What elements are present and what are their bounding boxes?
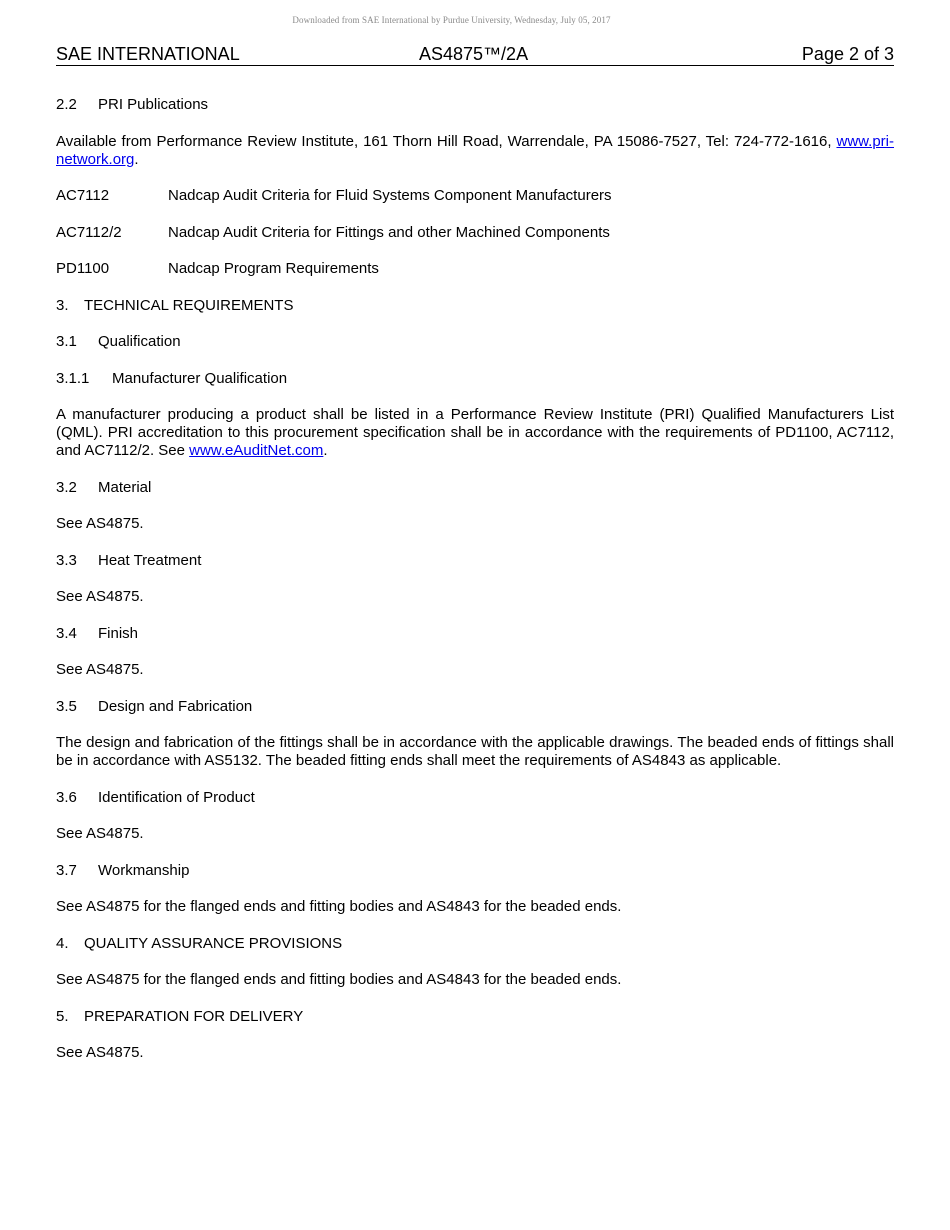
section-3-heading — [56, 297, 894, 315]
section-3-6-body: See AS4875. — [56, 825, 144, 842]
section-number: 3.3 — [56, 551, 77, 569]
reference-code: AC7112 — [56, 187, 110, 204]
section-title: PREPARATION FOR DELIVERY — [84, 1007, 304, 1025]
section-3-7-body: See AS4875 for the flanged ends and fitting bodies and AS4843 for the beaded ends. — [56, 898, 622, 915]
reference-item — [56, 260, 894, 278]
section-number: 3.1 — [56, 333, 77, 350]
section-title: Qualification — [98, 333, 181, 350]
page-header — [56, 43, 894, 66]
reference-code: AC7112/2 — [56, 223, 122, 241]
section-3-2-heading — [56, 479, 894, 497]
paragraph-text: A manufacturer producing a product shall be listed in a Performance Review Institute (PRI) Qualified Manufacturers List (QML). PRI accreditation to this procurement specification shall be in accordance with the requirements of PD1100, AC7112, and AC7112/2. See — [56, 406, 894, 459]
section-number: 3.6 — [56, 788, 77, 806]
section-3-7-heading — [56, 862, 894, 880]
link-suffix: . — [134, 150, 139, 168]
section-3-4-body: See AS4875. — [56, 661, 144, 678]
reference-item — [56, 224, 894, 242]
section-3-5-heading — [56, 698, 894, 716]
section-number: 3. — [56, 296, 69, 314]
section-number: 3.5 — [56, 697, 77, 715]
reference-title: Nadcap Program Requirements — [168, 260, 379, 277]
section-3-3-heading — [56, 552, 894, 570]
section-title: Material — [98, 478, 152, 496]
section-3-5-body: The design and fabrication of the fittings shall be in accordance with the applicable drawings. The beaded ends of fittings shall be in accordance with AS5132. The beaded fitting ends shall meet the requirements of AS4843 as applicable. — [56, 734, 894, 769]
qualification-paragraph — [56, 406, 894, 460]
section-number: 2.2 — [56, 96, 77, 113]
reference-code: PD1100 — [56, 260, 110, 277]
download-watermark: Downloaded from SAE International by Purdue University, Wednesday, July 05, 2017 — [292, 15, 611, 25]
section-3-1-1-heading — [56, 370, 894, 388]
section-4-heading — [56, 935, 894, 953]
reference-title: Nadcap Audit Criteria for Fluid Systems Component Manufacturers — [168, 187, 612, 204]
section-title: PRI Publications — [98, 96, 209, 113]
section-number: 3.2 — [56, 478, 77, 496]
header-doc-id: AS4875™/2A — [419, 44, 529, 64]
section-5-heading — [56, 1008, 894, 1026]
section-title: QUALITY ASSURANCE PROVISIONS — [84, 934, 343, 952]
section-title: Heat Treatment — [98, 551, 202, 569]
pri-availability-paragraph — [56, 133, 894, 169]
header-org: SAE INTERNATIONAL — [56, 44, 240, 64]
section-title: Finish — [98, 624, 139, 642]
section-number: 3.1.1 — [56, 369, 90, 387]
section-title: TECHNICAL REQUIREMENTS — [84, 296, 294, 314]
section-title: Identification of Product — [98, 788, 255, 806]
section-3-4-heading — [56, 625, 894, 643]
reference-title: Nadcap Audit Criteria for Fittings and other Machined Components — [168, 223, 610, 241]
section-number: 4. — [56, 934, 69, 952]
document-body — [56, 96, 894, 1081]
section-3-1-heading — [56, 333, 894, 351]
pri-network-link[interactable]: www.pri-network.org — [56, 132, 894, 168]
section-3-6-heading — [56, 789, 894, 807]
section-3-2-body: See AS4875. — [56, 515, 144, 532]
section-2-2-heading — [56, 96, 894, 114]
paragraph-text: Available from Performance Review Institute, 161 Thorn Hill Road, Warrendale, PA 15086-7527, Tel: 724-772-1616, — [56, 132, 832, 150]
section-title: Workmanship — [98, 861, 190, 879]
section-3-3-body: See AS4875. — [56, 588, 144, 605]
section-number: 5. — [56, 1007, 69, 1025]
section-4-body: See AS4875 for the flanged ends and fitting bodies and AS4843 for the beaded ends. — [56, 971, 622, 988]
section-5-body: See AS4875. — [56, 1044, 144, 1061]
link-suffix: . — [323, 442, 328, 459]
section-title: Design and Fabrication — [98, 697, 253, 715]
eauditnet-link[interactable]: www.eAuditNet.com — [189, 442, 324, 459]
section-number: 3.4 — [56, 624, 77, 642]
reference-item — [56, 187, 894, 205]
section-title: Manufacturer Qualification — [112, 369, 288, 387]
header-page-number: Page 2 of 3 — [801, 44, 894, 64]
section-number: 3.7 — [56, 861, 77, 879]
